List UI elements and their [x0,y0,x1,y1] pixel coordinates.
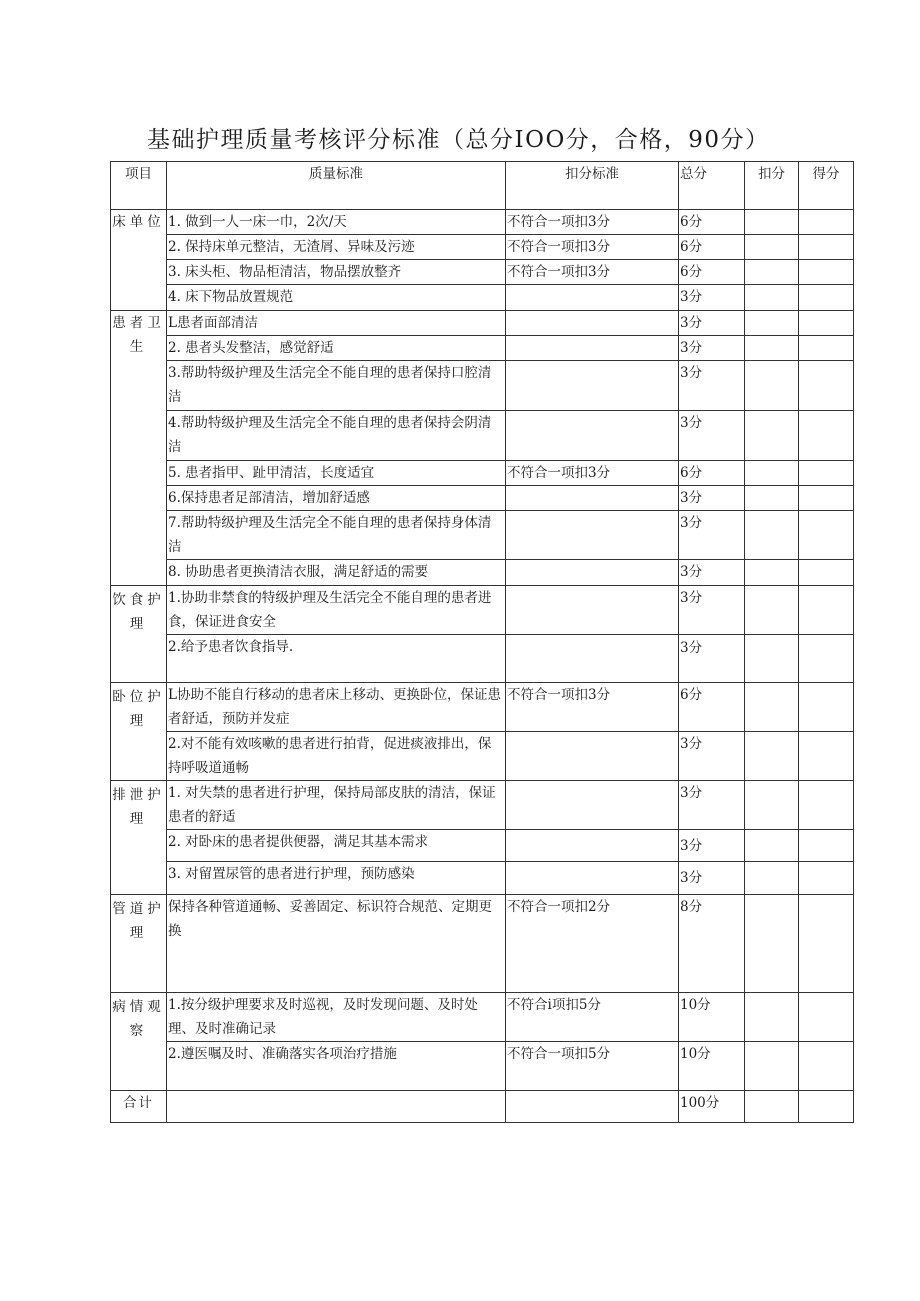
table-row [111,586,854,635]
table-row [111,1042,854,1091]
total-cell: 3分 [679,361,745,411]
deduction-cell: 不符合i项扣5分 [506,993,679,1042]
header-deduction-rule: 扣分标准 [506,162,679,210]
deduction-cell: 不符合一项扣3分 [506,210,679,235]
standard-cell: 2.对不能有效咳嗽的患者进行拍背，促进痰液排出，保持呼吸道通畅 [167,732,506,781]
score-input-cell[interactable] [799,210,854,235]
table-row [111,311,854,336]
score-input-cell[interactable] [799,461,854,486]
deduction-cell [506,336,679,361]
footer-standard-cell [167,1091,506,1123]
standard-cell: 1. 对失禁的患者进行护理，保持局部皮肤的清洁，保证患者的舒适 [167,781,506,830]
score-input-cell[interactable] [799,732,854,781]
score-input-cell[interactable] [799,993,854,1042]
standard-cell: 4. 床下物品放置规范 [167,285,506,311]
footer-deducted-input-cell[interactable] [745,1091,799,1123]
standard-cell: L协助不能自行移动的患者床上移动、更换卧位，保证患者舒适，预防并发症 [167,683,506,732]
header-deducted: 扣分 [745,162,799,210]
deduction-cell: 不符合一项扣3分 [506,235,679,260]
header-standard: 质量标准 [167,162,506,210]
deduction-cell [506,586,679,635]
total-cell: 3分 [679,830,745,862]
table-row [111,830,854,862]
table-row [111,411,854,461]
score-input-cell[interactable] [799,635,854,683]
scoring-table [110,161,854,1123]
total-cell: 8分 [679,895,745,993]
total-cell: 6分 [679,210,745,235]
deducted-input-cell[interactable] [745,361,799,411]
total-cell: 3分 [679,781,745,830]
deducted-input-cell[interactable] [745,1042,799,1091]
deduction-cell [506,830,679,862]
deducted-input-cell[interactable] [745,411,799,461]
deduction-cell [506,732,679,781]
standard-cell: 4.帮助特级护理及生活完全不能自理的患者保持会阴清洁 [167,411,506,461]
score-input-cell[interactable] [799,336,854,361]
deducted-input-cell[interactable] [745,993,799,1042]
deducted-input-cell[interactable] [745,210,799,235]
standard-cell: 1.协助非禁食的特级护理及生活完全不能自理的患者进食，保证进食安全 [167,586,506,635]
category-position-care: 卧位护理 [111,683,167,781]
standard-cell: 5. 患者指甲、趾甲清洁，长度适宜 [167,461,506,486]
deducted-input-cell[interactable] [745,511,799,560]
deduction-cell: 不符合一项扣3分 [506,683,679,732]
score-input-cell[interactable] [799,486,854,511]
total-cell: 3分 [679,560,745,586]
table-row [111,486,854,511]
table-row [111,361,854,411]
footer-total: 100分 [679,1091,745,1123]
standard-cell: 6.保持患者足部清洁，增加舒适感 [167,486,506,511]
standard-cell: L患者面部清洁 [167,311,506,336]
standard-cell: 7.帮助特级护理及生活完全不能自理的患者保持身体清洁 [167,511,506,560]
standard-cell: 2. 患者头发整洁，感觉舒适 [167,336,506,361]
deducted-input-cell[interactable] [745,635,799,683]
header-score: 得分 [799,162,854,210]
score-input-cell[interactable] [799,1042,854,1091]
deduction-cell [506,635,679,683]
total-cell: 10分 [679,993,745,1042]
header-item: 项目 [111,162,167,210]
table-row [111,683,854,732]
score-input-cell[interactable] [799,511,854,560]
score-input-cell[interactable] [799,260,854,285]
score-input-cell[interactable] [799,830,854,862]
standard-cell: 保持各种管道通畅、妥善固定、标识符合规范、定期更换 [167,895,506,993]
standard-cell: 3. 床头柜、物品柜清洁，物品摆放整齐 [167,260,506,285]
standard-cell: 3. 对留置尿管的患者进行护理，预防感染 [167,862,506,895]
category-bed-unit: 床单位 [111,210,167,311]
total-cell: 10分 [679,1042,745,1091]
score-input-cell[interactable] [799,781,854,830]
table-row [111,210,854,235]
table-row [111,732,854,781]
footer-label: 合计 [111,1091,167,1123]
deduction-cell: 不符合一项扣5分 [506,1042,679,1091]
total-cell: 3分 [679,511,745,560]
score-input-cell[interactable] [799,311,854,336]
standard-cell: 1. 做到一人一床一巾，2次/天 [167,210,506,235]
score-input-cell[interactable] [799,235,854,260]
table-row [111,511,854,560]
deduction-cell [506,511,679,560]
total-cell: 3分 [679,732,745,781]
score-input-cell[interactable] [799,411,854,461]
page-title: 基础护理质量考核评分标准（总分IOO分，合格，90分） [147,127,770,153]
deducted-input-cell[interactable] [745,260,799,285]
category-tube-care: 管道护理 [111,895,167,993]
deducted-input-cell[interactable] [745,461,799,486]
deduction-cell [506,285,679,311]
deduction-cell [506,486,679,511]
score-input-cell[interactable] [799,560,854,586]
deducted-input-cell[interactable] [745,586,799,635]
deduction-cell [506,311,679,336]
total-cell: 6分 [679,683,745,732]
category-diet-care: 饮食护理 [111,586,167,683]
total-cell: 3分 [679,411,745,461]
deduction-cell [506,411,679,461]
table-row [111,461,854,486]
deducted-input-cell[interactable] [745,895,799,993]
score-input-cell[interactable] [799,683,854,732]
table-row [111,560,854,586]
total-cell: 3分 [679,635,745,683]
deducted-input-cell[interactable] [745,235,799,260]
score-input-cell[interactable] [799,895,854,993]
category-patient-hygiene: 患者卫生 [111,311,167,586]
table-row [111,862,854,895]
score-input-cell[interactable] [799,862,854,895]
table-row [111,635,854,683]
table-row [111,285,854,311]
total-cell: 6分 [679,260,745,285]
standard-cell: 8. 协助患者更换清洁衣服，满足舒适的需要 [167,560,506,586]
total-cell: 6分 [679,235,745,260]
total-cell: 3分 [679,486,745,511]
standard-cell: 2.遵医嘱及时、准确落实各项治疗措施 [167,1042,506,1091]
table-row [111,895,854,993]
deduction-cell: 不符合一项扣3分 [506,260,679,285]
deduction-cell [506,862,679,895]
footer-deduction-cell [506,1091,679,1123]
deducted-input-cell[interactable] [745,336,799,361]
table-row [111,781,854,830]
footer-score-input-cell[interactable] [799,1091,854,1123]
total-cell: 3分 [679,862,745,895]
standard-cell: 2.给予患者饮食指导. [167,635,506,683]
deducted-input-cell[interactable] [745,732,799,781]
header-total: 总分 [679,162,745,210]
category-excretion-care: 排泄护理 [111,781,167,895]
table-row [111,235,854,260]
table-row [111,336,854,361]
deducted-input-cell[interactable] [745,830,799,862]
deducted-input-cell[interactable] [745,285,799,311]
table-row [111,260,854,285]
header-row [111,162,854,210]
score-input-cell[interactable] [799,586,854,635]
standard-cell: 1.按分级护理要求及时巡视，及时发现问题、及时处理、及时准确记录 [167,993,506,1042]
standard-cell: 2. 对卧床的患者提供便器，满足其基本需求 [167,830,506,862]
deduction-cell: 不符合一项扣3分 [506,461,679,486]
deduction-cell [506,560,679,586]
standard-cell: 3.帮助特级护理及生活完全不能自理的患者保持口腔清洁 [167,361,506,411]
deducted-input-cell[interactable] [745,862,799,895]
deduction-cell [506,781,679,830]
standard-cell: 2. 保持床单元整洁，无渣屑、异味及污迹 [167,235,506,260]
total-row [111,1091,854,1123]
total-cell: 3分 [679,336,745,361]
deducted-input-cell[interactable] [745,311,799,336]
total-cell: 3分 [679,586,745,635]
deducted-input-cell[interactable] [745,486,799,511]
score-input-cell[interactable] [799,361,854,411]
total-cell: 6分 [679,461,745,486]
deduction-cell [506,361,679,411]
score-input-cell[interactable] [799,285,854,311]
deducted-input-cell[interactable] [745,781,799,830]
total-cell: 3分 [679,311,745,336]
category-condition-observation: 病情观察 [111,993,167,1091]
table-row [111,993,854,1042]
total-cell: 3分 [679,285,745,311]
deducted-input-cell[interactable] [745,683,799,732]
deduction-cell: 不符合一项扣2分 [506,895,679,993]
deducted-input-cell[interactable] [745,560,799,586]
